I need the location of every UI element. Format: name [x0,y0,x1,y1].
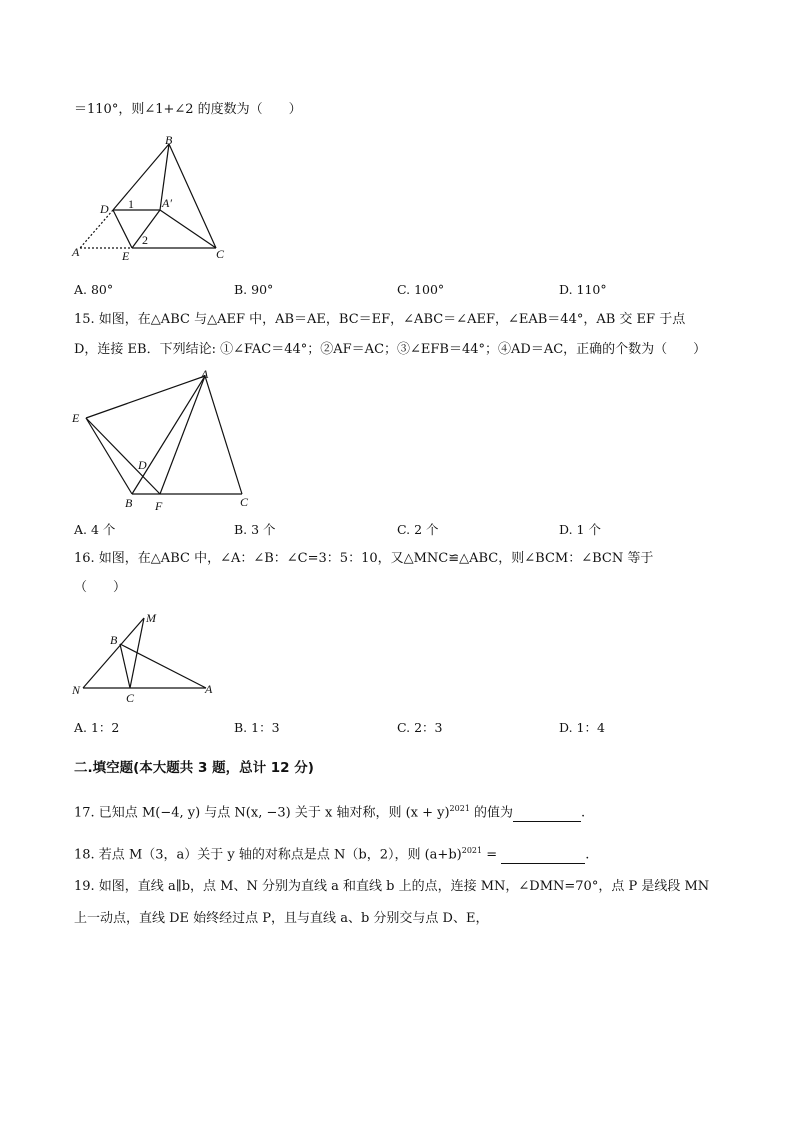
label-M: M [146,611,156,625]
q16-figure [70,608,230,708]
label-F: F [155,499,163,513]
label-A: A [201,367,209,381]
q14-figure [70,132,240,264]
label-C: C [216,247,225,261]
q16-option-d: D. 1：4 [559,720,605,735]
q18-answer-blank[interactable] [501,849,585,864]
label-B: B [125,496,133,510]
segment-AE [86,376,205,418]
q15-line-2: D，连接 EB．下列结论: ①∠FAC＝44°；②AF＝AC；③∠EFB＝44°；④AD＝AC，正确的个数为（ ） [74,342,707,357]
q16-line-1: 16. 如图，在△ABC 中，∠A：∠B：∠C=3：5：10，又△MNC≌△ABC，则∠BCM：∠BCN 等于 [74,551,654,566]
label-E: E [72,411,80,425]
q18-prefix: 18. 若点 M（3，a）关于 y 轴的对称点是点 N（b，2），则 (a+b) [74,847,462,863]
q18-suffix: = [482,847,502,863]
q17-prefix: 17. 已知点 M(−4, y) 与点 N(x, −3) 关于 x 轴对称，则 (x + y) [74,805,450,821]
q14-stem-tail: ＝110°，则∠1+∠2 的度数为（ ） [74,102,302,117]
q14-option-d: D. 110° [559,282,607,297]
angle-1-label: 1 [128,197,134,211]
q18-power: 2021 [461,846,483,855]
label-N: N [72,683,81,697]
q15-option-d: D. 1 个 [559,522,601,537]
segment-NM [83,618,144,688]
angle-2-label: 2 [142,233,148,247]
q17-suffix: 的值为 [469,805,514,821]
q17-end: . [581,805,586,821]
label-B: B [110,633,118,647]
q15-option-a: A. 4 个 [74,522,116,537]
q15-option-b: B. 3 个 [234,522,276,537]
label-B: B [165,133,173,147]
q15-figure [70,366,260,514]
label-E: E [122,249,130,263]
segment-EF [86,418,160,494]
label-D: D [138,458,147,472]
label-A: A [72,245,80,259]
q16-line-2: （ ） [74,580,127,595]
q15-option-c: C. 2 个 [397,522,439,537]
label-D: D [100,202,109,216]
q14-option-b: B. 90° [234,282,274,297]
label-C: C [126,691,135,705]
q18-end: . [585,847,590,863]
segment-MC [130,618,144,688]
q16-option-a: A. 1：2 [74,720,120,735]
q14-option-a: A. 80° [74,282,114,297]
segment-DE [113,210,132,248]
label-C: C [240,495,249,509]
q17 [74,800,585,822]
q19-line-1: 19. 如图，直线 a∥b，点 M、N 分别为直线 a 和直线 b 上的点，连接 MN，∠DMN=70°，点 P 是线段 MN [74,879,710,894]
q15-line-1: 15. 如图，在△ABC 与△AEF 中，AB＝AE，BC＝EF，∠ABC＝∠AEF，∠EAB＝44°，AB 交 EF 于点 [74,312,686,327]
q18 [74,842,589,864]
section-2-title: 二.填空题(本大题共 3 题，总计 12 分) [74,760,314,776]
q16-option-b: B. 1：3 [234,720,280,735]
segment-BA [120,644,206,688]
segment-AF [160,376,205,494]
q17-power: 2021 [449,804,470,813]
segment-BD [113,144,169,210]
q17-answer-blank[interactable] [513,807,581,822]
segment-AC [205,376,242,494]
segment-EB [86,418,132,494]
q16-option-c: C. 2：3 [397,720,443,735]
segment-BC [120,644,130,688]
q19-line-2: 上一动点，直线 DE 始终经过点 P，且与直线 a、b 分别交与点 D、E， [74,911,489,926]
label-A: A [205,682,213,696]
label-A-prime: A′ [162,196,172,210]
q14-option-c: C. 100° [397,282,445,297]
